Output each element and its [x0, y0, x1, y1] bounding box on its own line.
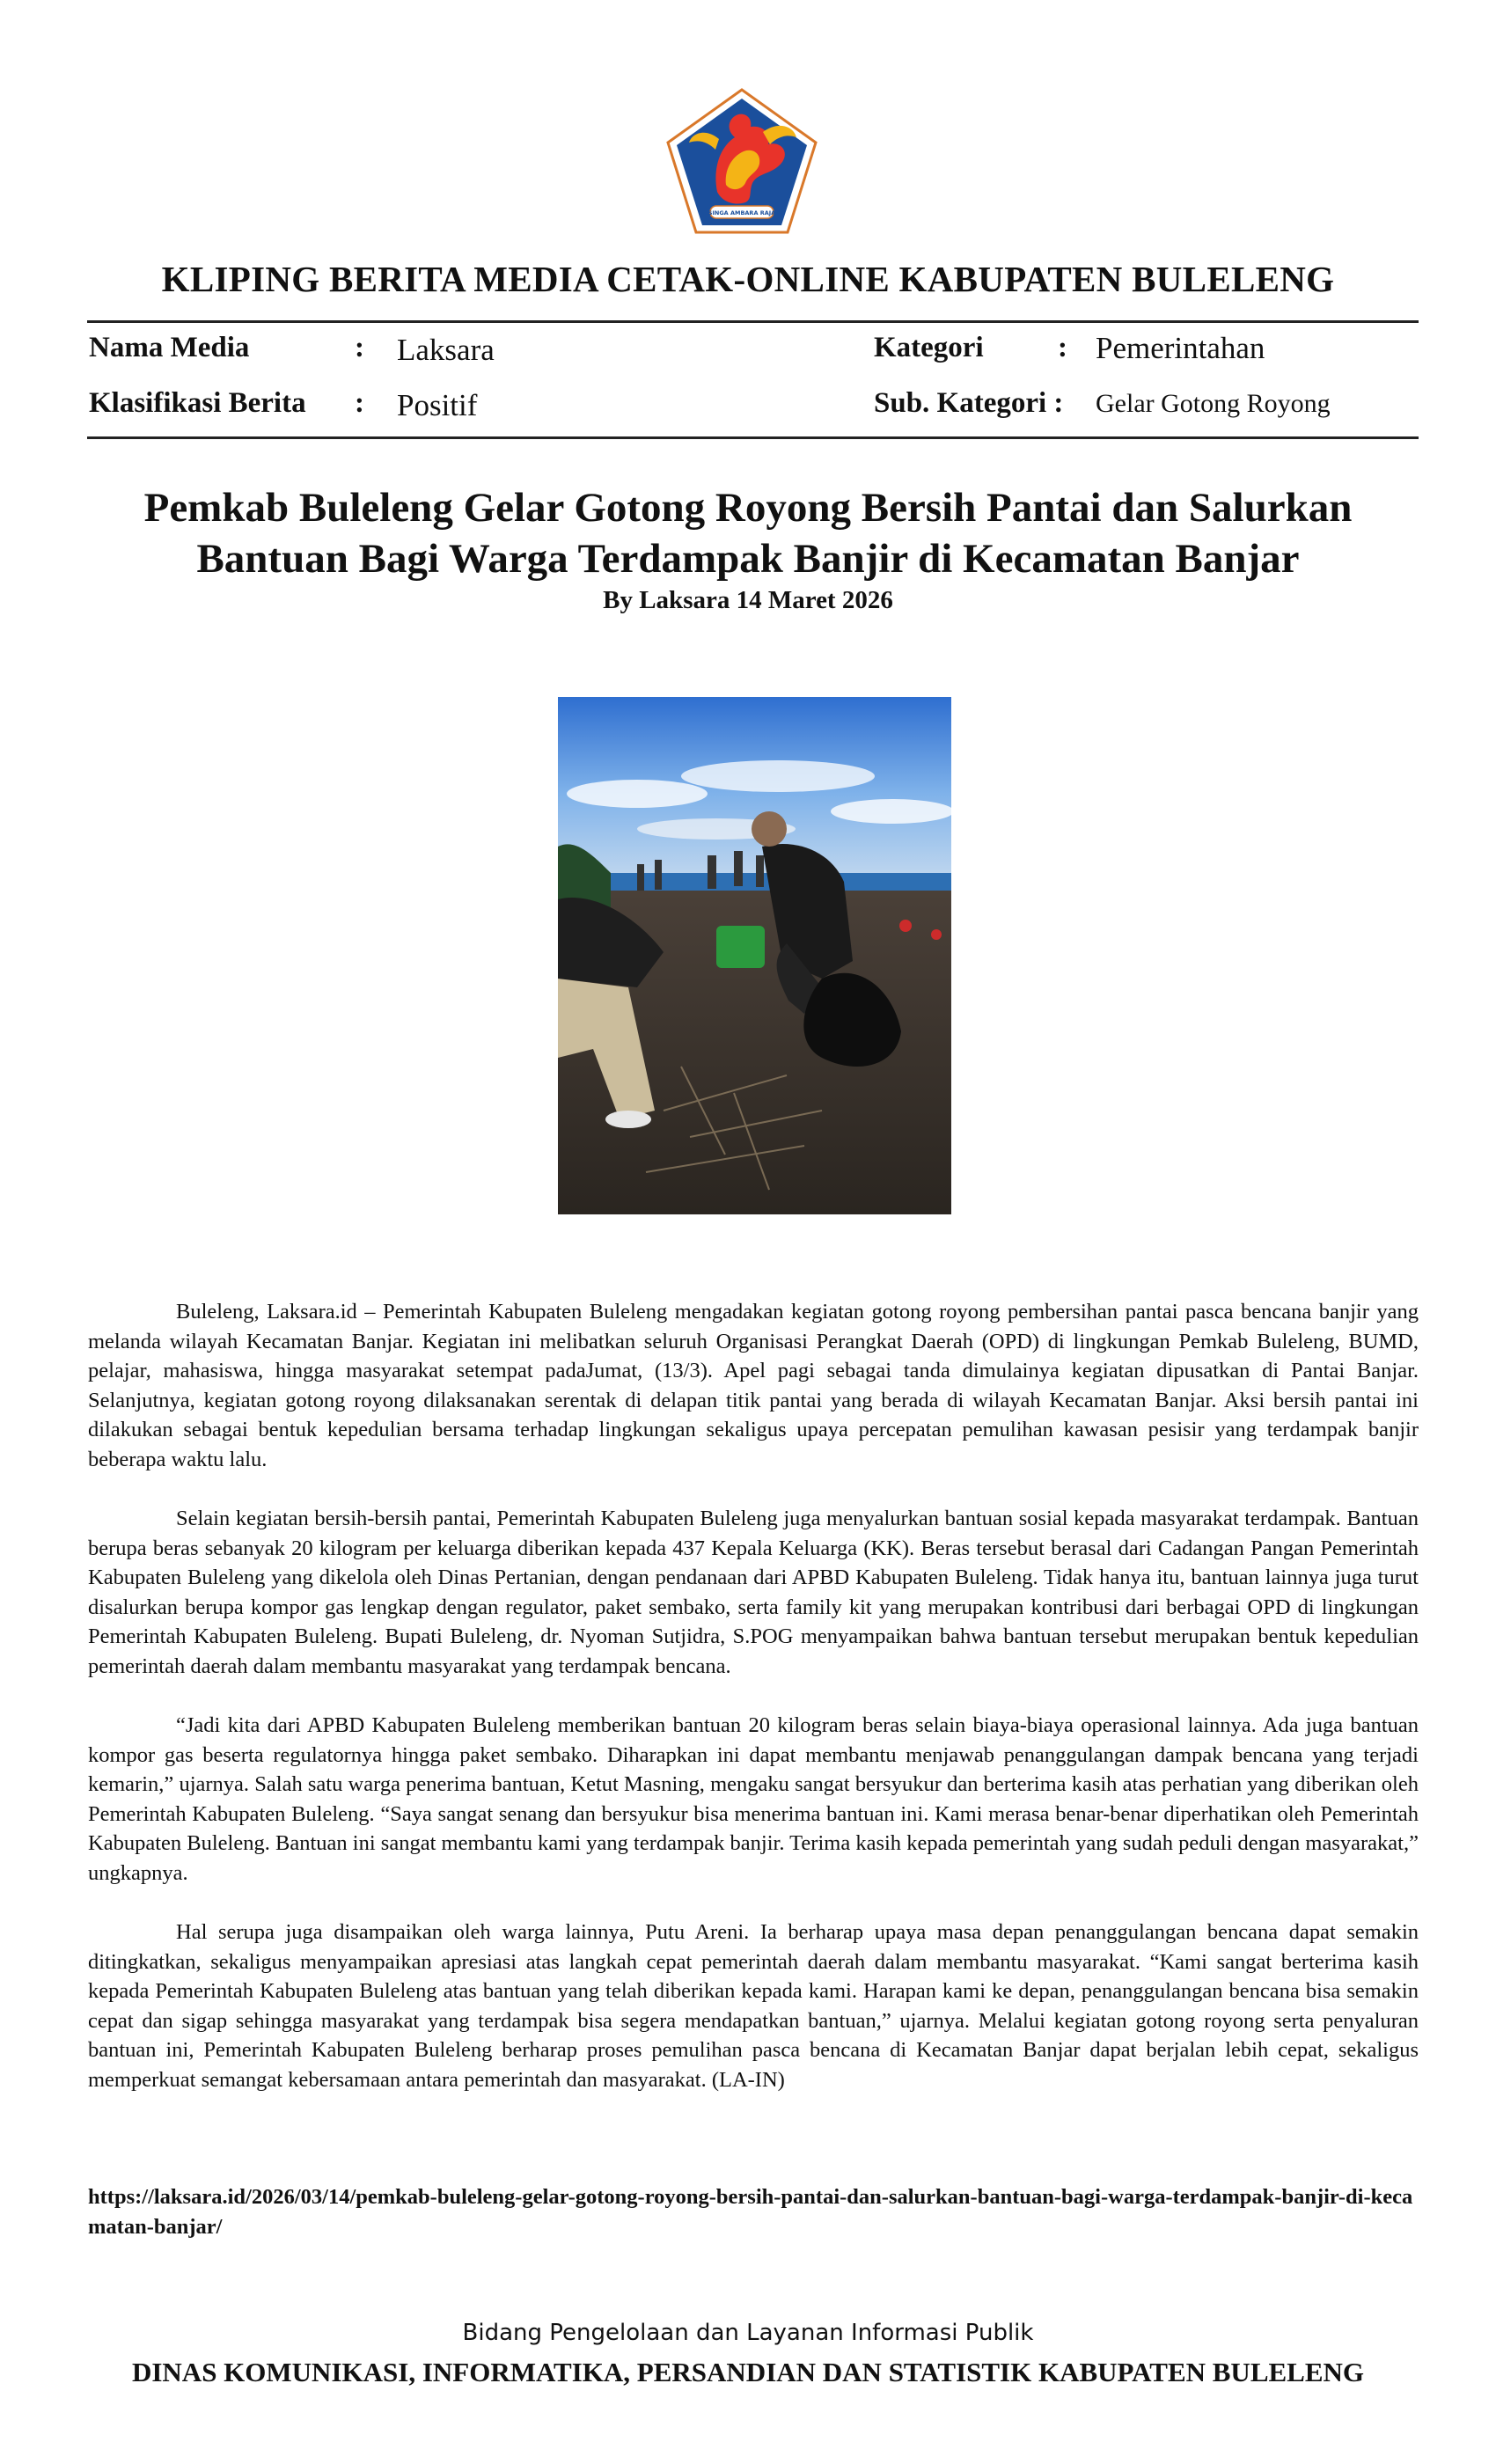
document-title: KLIPING BERITA MEDIA CETAK-ONLINE KABUPATEN BULELENG	[161, 259, 1335, 299]
nama-media-colon: :	[355, 332, 364, 363]
footer-agency: DINAS KOMUNIKASI, INFORMATIKA, PERSANDIAN DAN STATISTIK KABUPATEN BULELENG	[131, 2357, 1365, 2387]
headline-line-2: Bantuan Bagi Warga Terdampak Banjir di Kecamatan Banjar	[196, 536, 1300, 582]
headline-line-1: Pemkab Buleleng Gelar Gotong Royong Bersih Pantai dan Salurkan	[143, 485, 1353, 531]
kabupaten-buleleng-logo-icon	[664, 86, 819, 236]
source-url-link[interactable]: https://laksara.id/2026/03/14/pemkab-buleleng-gelar-gotong-royong-bersih-pantai-dan-salurkan-bantuan-bagi-warga-terdampak-banjir-di-kecamatan-banjar/	[88, 2185, 1413, 2239]
klasifikasi-colon: :	[355, 387, 364, 419]
header-divider-bottom	[87, 436, 1419, 439]
article-paragraph-3: “Jadi kita dari APBD Kabupaten Buleleng memberikan bantuan 20 kilogram beras selain biaya-biaya operasional lainnya. Ada juga bantuan kompor gas beserta regulatornya hingga paket sembako. Diharapkan ini dapat membantu menjawab penanggulangan dampak bencana yang terjadi kemarin,” ujarnya. Salah satu warga penerima bantuan, Ketut Masning, mengaku sangat bersyukur dan berterima kasih atas perhatian yang diberikan oleh Pemerintah Kabupaten Buleleng. “Saya sangat senang dan bersyukur bisa menerima bantuan ini. Kami merasa benar-benar diperhatikan oleh Pemerintah Kabupaten Buleleng. Bantuan ini sangat membantu kami yang terdampak banjir. Terima kasih kepada pemerintah yang sudah peduli dengan masyarakat,” ungkapnya.	[88, 1713, 1419, 1885]
sub-kategori-label: Sub. Kategori :	[874, 387, 1064, 419]
kategori-colon: :	[1058, 332, 1067, 363]
header-divider-top	[87, 320, 1419, 323]
article-paragraph-2: Selain kegiatan bersih-bersih pantai, Pemerintah Kabupaten Buleleng juga menyalurkan bantuan sosial kepada masyarakat terdampak. Bantuan berupa beras sebanyak 20 kilogram per keluarga diberikan kepada 437 Kepala Keluarga (KK). Beras tersebut berasal dari Cadangan Pangan Pemerintah Kabupaten Buleleng yang dikelola oleh Dinas Pertanian, dengan pendanaan dari APBD Kabupaten Buleleng. Tidak hanya itu, bantuan lainnya juga turut disalurkan berupa kompor gas lengkap dengan regulator, paket sembako, serta family kit yang merupakan kontribusi dari berbagai OPD di lingkungan Pemerintah Kabupaten Buleleng. Bupati Buleleng, dr. Nyoman Sutjidra, S.POG menyampaikan bahwa bantuan tersebut merupakan bentuk kepedulian pemerintah daerah dalam membantu masyarakat yang terdampak bencana.	[88, 1507, 1419, 1678]
logo-motto-text: SINGA AMBARA RAJA	[708, 209, 776, 216]
klasifikasi-value: Positif	[397, 388, 478, 422]
nama-media-label: Nama Media	[89, 332, 250, 363]
footer-department: Bidang Pengelolaan dan Layanan Informasi Publik	[462, 2320, 1034, 2346]
article-byline: By Laksara 14 Maret 2026	[603, 586, 893, 614]
article-paragraph-1: Buleleng, Laksara.id – Pemerintah Kabupaten Buleleng mengadakan kegiatan gotong royong pembersihan pantai pasca bencana banjir yang melanda wilayah Kecamatan Banjar. Kegiatan ini melibatkan seluruh Organisasi Perangkat Daerah (OPD) di lingkungan Pemkab Buleleng, BUMD, pelajar, mahasiswa, hingga masyarakat setempat padaJumat, (13/3). Apel pagi sebagai tanda dimulainya kegiatan dipusatkan di Pantai Banjar. Selanjutnya, kegiatan gotong royong dilaksanakan serentak di delapan titik pantai yang berada di wilayah Kecamatan Banjar. Aksi bersih pantai ini dilakukan sebagai bentuk kepedulian bersama terhadap lingkungan sekaligus upaya percepatan pemulihan kawasan pesisir yang terdampak banjir beberapa waktu lalu.	[88, 1300, 1419, 1471]
klasifikasi-label: Klasifikasi Berita	[89, 387, 306, 419]
kategori-value: Pemerintahan	[1096, 331, 1265, 365]
article-headline	[88, 482, 1408, 584]
beach-cleanup-photo	[558, 697, 951, 1214]
sub-kategori-value: Gelar Gotong Royong	[1096, 389, 1331, 418]
article-body	[88, 1297, 1419, 2124]
kategori-label: Kategori	[874, 332, 984, 363]
article-paragraph-4: Hal serupa juga disampaikan oleh warga lainnya, Putu Areni. Ia berharap upaya masa depan penanggulangan bencana dapat semakin ditingkatkan, sekaligus menyampaikan apresiasi atas langkah cepat pemerintah daerah dalam membantu masyarakat. “Kami sangat berterima kasih kepada Pemerintah Kabupaten Buleleng atas bantuan yang telah diberikan kepada kami. Harapan kami ke depan, penanggulangan bencana bisa semakin cepat dan sigap sehingga masyarakat yang terdampak bisa segera mendapatkan bantuan,” ujarnya. Melalui kegiatan gotong royong serta penyaluran bantuan ini, Pemerintah Kabupaten Buleleng berharap proses pemulihan pasca bencana di Kecamatan Banjar dapat berjalan lebih cepat, sekaligus memperkuat semangat kebersamaan antara pemerintah dan masyarakat. (LA-IN)	[88, 1920, 1419, 2092]
nama-media-value: Laksara	[397, 333, 495, 367]
